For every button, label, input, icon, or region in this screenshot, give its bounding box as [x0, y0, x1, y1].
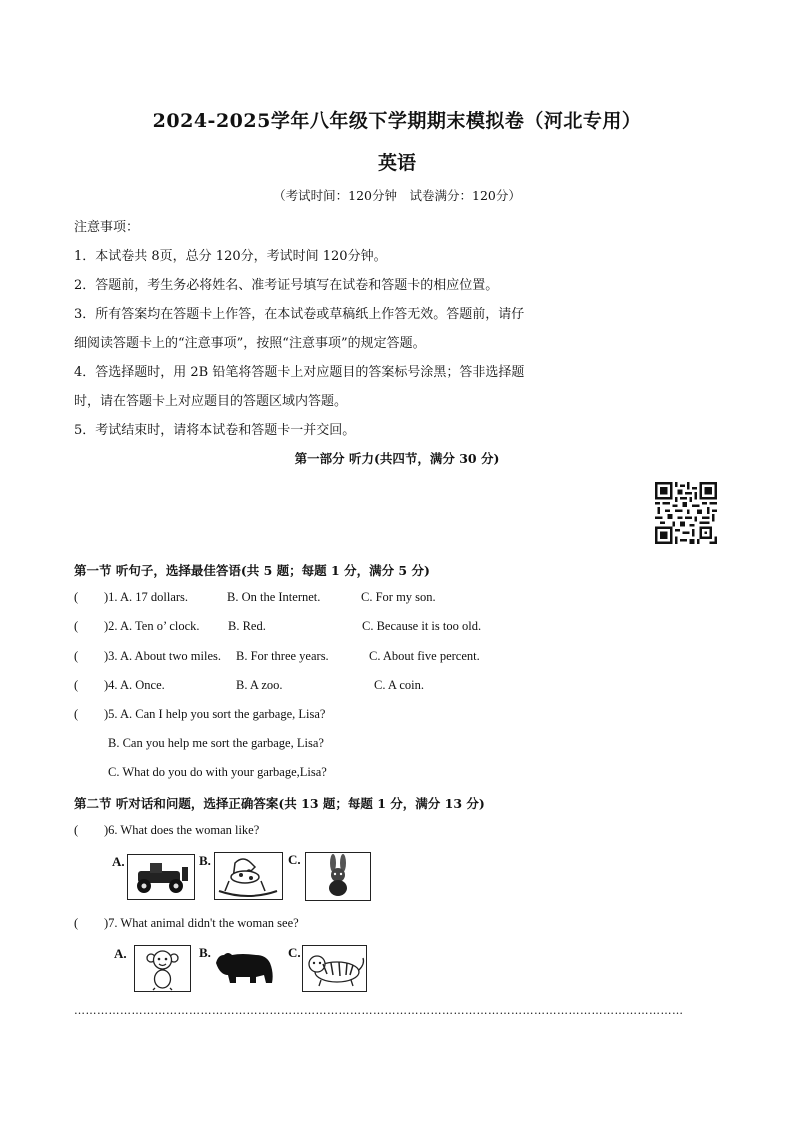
- note-line: 5．考试结束时，请将本试卷和答题卡一并交回。: [74, 423, 356, 438]
- exam-info: （考试时间：120分钟 试卷满分：120分）: [273, 188, 521, 203]
- q4-option-b: B. A zoo.: [236, 678, 283, 692]
- question-6: ( )6. What does the woman like?: [74, 823, 260, 837]
- note-line: 2．答题前，考生务必将姓名、准考证号填写在试卷和答题卡的相应位置。: [74, 278, 499, 293]
- q3-option-c: C. About five percent.: [369, 649, 480, 663]
- rocking-horse-icon: [215, 853, 282, 899]
- question-5: ( )5. A. Can I help you sort the garbage, Lisa?: [74, 707, 326, 721]
- q1-option-c: C. For my son.: [361, 590, 436, 604]
- question-3: ( )3. A. About two miles.: [74, 649, 222, 663]
- question-1: ( )1. A. 17 dollars.: [74, 590, 189, 604]
- answer-paren[interactable]: (: [74, 916, 79, 930]
- question-7: ( )7. What animal didn't the woman see?: [74, 916, 299, 930]
- answer-paren[interactable]: (: [74, 707, 79, 721]
- note-line: 1．本试卷共 8页，总分 120分，考试时间 120分钟。: [74, 249, 387, 264]
- q5-option-b: B. Can you help me sort the garbage, Lisa?: [108, 736, 324, 750]
- q6-label-a: A.: [112, 854, 125, 869]
- monkey-icon: [135, 946, 190, 991]
- q4-option-c: C. A coin.: [374, 678, 425, 692]
- q7-option-b-image[interactable]: [214, 945, 278, 990]
- qr-code-icon[interactable]: [655, 482, 717, 544]
- tiger-icon: [303, 946, 366, 991]
- q2-option-b: B. Red.: [228, 619, 266, 633]
- question-4: ( )4. A. Once.: [74, 678, 165, 692]
- toy-car-icon: [128, 855, 194, 899]
- q6-label-b: B.: [199, 853, 211, 868]
- q5-option-c: C. What do you do with your garbage,Lisa?: [108, 765, 327, 779]
- note-line: 细阅读答题卡上的“注意事项”，按照“注意事项”的规定答题。: [74, 336, 426, 351]
- note-line: 4．答选择题时，用 2B 铅笔将答题卡上对应题目的答案标号涂黑；答非选择题: [74, 365, 525, 380]
- q6-option-b-image[interactable]: [214, 852, 283, 900]
- q2-option-c: C. Because it is too old.: [362, 619, 482, 633]
- q3-option-b: B. For three years.: [236, 649, 329, 663]
- notes-heading: 注意事项：: [74, 220, 140, 235]
- q7-label-a: A.: [114, 946, 127, 961]
- toy-rabbit-icon: [306, 853, 370, 900]
- q6-label-c: C.: [288, 852, 301, 867]
- note-line: 3．所有答案均在答题卡上作答，在本试卷或草稿纸上作答无效。答题前，请仔: [74, 307, 525, 322]
- exam-title: 2024-2025学年八年级下学期期末模拟卷（河北专用）: [152, 110, 642, 132]
- section2-heading: 第二节 听对话和问题，选择正确答案(共 13 题；每题 1 分，满分 13 分): [74, 796, 485, 811]
- question-2: ( )2. A. Ten o’ clock.: [74, 619, 200, 633]
- bear-icon: [214, 945, 278, 990]
- answer-paren[interactable]: (: [74, 678, 79, 692]
- q1-option-b: B. On the Internet.: [227, 590, 321, 604]
- page-cut-line: ……………………………………………………………………………………………………………………………………………: [74, 1004, 684, 1017]
- q6-option-c-image[interactable]: [305, 852, 371, 901]
- note-line: 时，请在答题卡上对应题目的答题区域内答题。: [74, 394, 348, 409]
- part1-title: 第一部分 听力(共四节，满分 30 分): [294, 451, 500, 466]
- q7-label-c: C.: [288, 945, 301, 960]
- answer-paren[interactable]: (: [74, 590, 79, 604]
- answer-paren[interactable]: (: [74, 619, 79, 633]
- answer-paren[interactable]: (: [74, 649, 79, 663]
- q7-label-b: B.: [199, 945, 211, 960]
- q6-option-a-image[interactable]: [127, 854, 195, 900]
- exam-subject: 英语: [377, 152, 416, 174]
- q7-option-c-image[interactable]: [302, 945, 367, 992]
- answer-paren[interactable]: (: [74, 823, 79, 837]
- q7-option-a-image[interactable]: [134, 945, 191, 992]
- section1-heading: 第一节 听句子，选择最佳答语(共 5 题；每题 1 分，满分 5 分): [74, 563, 430, 578]
